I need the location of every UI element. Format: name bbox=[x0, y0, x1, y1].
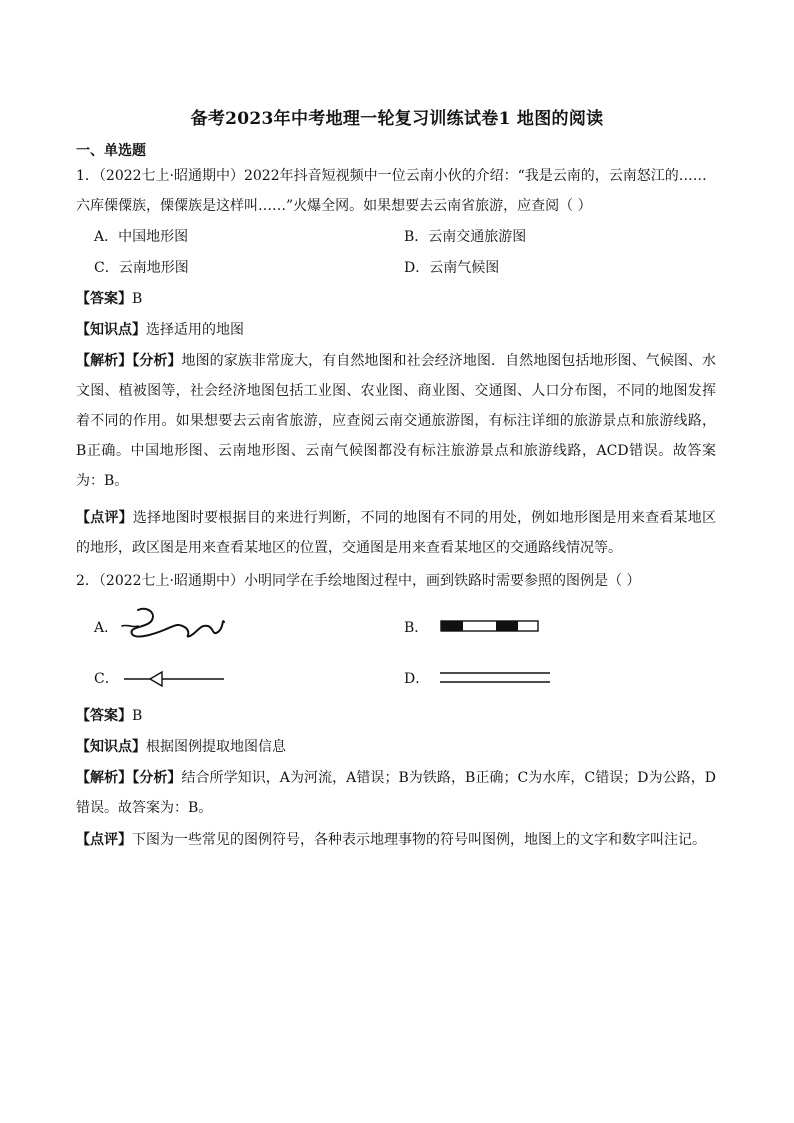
q2-knowledge-value: 根据图例提取地图信息 bbox=[146, 739, 286, 755]
q1-analysis-text: 地图的家族非常庞大，有自然地图和社会经济地图．自然地图包括地形图、气候图、水文图、植被图等，社会经济地图包括工业图、农业图、商业图、交通图、人口分布图，不同的地图发挥着不同的作用。如果想要去云南省旅游，应查阅云南交通旅游图，有标注详细的旅游景点和旅游线路，B正确。中国地形图、云南地形图、云南气候图都没有标注旅游景点和旅游线路，ACD错误。故答案为：B。 bbox=[76, 353, 717, 489]
q1-answer-tag: 【答案】 bbox=[76, 291, 132, 307]
q1-analysis-tag: 【解析】【分析】 bbox=[76, 353, 182, 369]
q1-option-a: A．中国地形图 bbox=[94, 229, 189, 245]
railway-symbol-icon bbox=[440, 619, 540, 633]
q1-comment-text: 选择地图时要根据目的来进行判断，不同的地图有不同的用处，例如地形图是用来查看某地区的地形，政区图是用来查看某地区的位置，交通图是用来查看某地区的交通路线情况等。 bbox=[76, 510, 717, 556]
q1-answer bbox=[76, 289, 142, 309]
q2-analysis-tag: 【解析】【分析】 bbox=[76, 770, 182, 786]
q2-analysis bbox=[76, 763, 716, 823]
page-title: 备考2023年中考地理一轮复习训练试卷1 地图的阅读 bbox=[190, 109, 604, 129]
q2-option-a-label: A． bbox=[94, 620, 119, 636]
q2-knowledge-tag: 【知识点】 bbox=[76, 739, 146, 755]
q1-option-c: C．云南地形图 bbox=[94, 260, 189, 276]
q1-comment-tag: 【点评】 bbox=[76, 510, 133, 526]
q1-analysis bbox=[76, 346, 716, 496]
river-symbol-icon bbox=[120, 604, 230, 644]
q2-comment-tag: 【点评】 bbox=[76, 832, 132, 848]
q2-analysis-text: 结合所学知识，A为河流，A错误；B为铁路，B正确；C为水库，C错误；D为公路，D错误。故答案为：B。 bbox=[76, 770, 717, 816]
q1-stem-line1: 1．（2022七上·昭通期中）2022年抖音短视频中一位云南小伙的介绍：“我是云南的，云南怒江的…… bbox=[76, 168, 707, 184]
highway-double-line-icon bbox=[438, 670, 552, 686]
section-heading: 一、单选题 bbox=[76, 143, 146, 159]
q1-option-d: D．云南气候图 bbox=[404, 260, 500, 276]
q1-knowledge bbox=[76, 320, 244, 340]
q1-comment bbox=[76, 503, 716, 563]
reservoir-arrow-symbol-icon bbox=[122, 670, 226, 688]
q2-comment-text: 下图为一些常见的图例符号，各种表示地理事物的符号叫图例，地图上的文字和数字叫注记。 bbox=[132, 832, 706, 848]
q2-stem: 2．（2022七上·昭通期中）小明同学在手绘地图过程中，画到铁路时需要参照的图例是（ ） bbox=[76, 573, 641, 589]
q1-option-b: B．云南交通旅游图 bbox=[404, 229, 527, 245]
q2-comment bbox=[76, 825, 716, 855]
q2-option-b-label: B． bbox=[404, 620, 429, 636]
q1-knowledge-tag: 【知识点】 bbox=[76, 322, 146, 338]
q2-knowledge bbox=[76, 737, 286, 757]
q1-stem-line2: 六库傈僳族，傈僳族是这样叫……”火爆全网。如果想要去云南省旅游，应查阅（ ） bbox=[76, 198, 592, 214]
q1-knowledge-value: 选择适用的地图 bbox=[146, 322, 244, 338]
q1-answer-value: B bbox=[132, 291, 143, 307]
q2-option-d-label: D． bbox=[404, 671, 430, 687]
q2-answer-value: B bbox=[132, 708, 143, 724]
q2-answer-tag: 【答案】 bbox=[76, 708, 132, 724]
q2-answer bbox=[76, 706, 142, 726]
q2-option-c-label: C． bbox=[94, 671, 119, 687]
